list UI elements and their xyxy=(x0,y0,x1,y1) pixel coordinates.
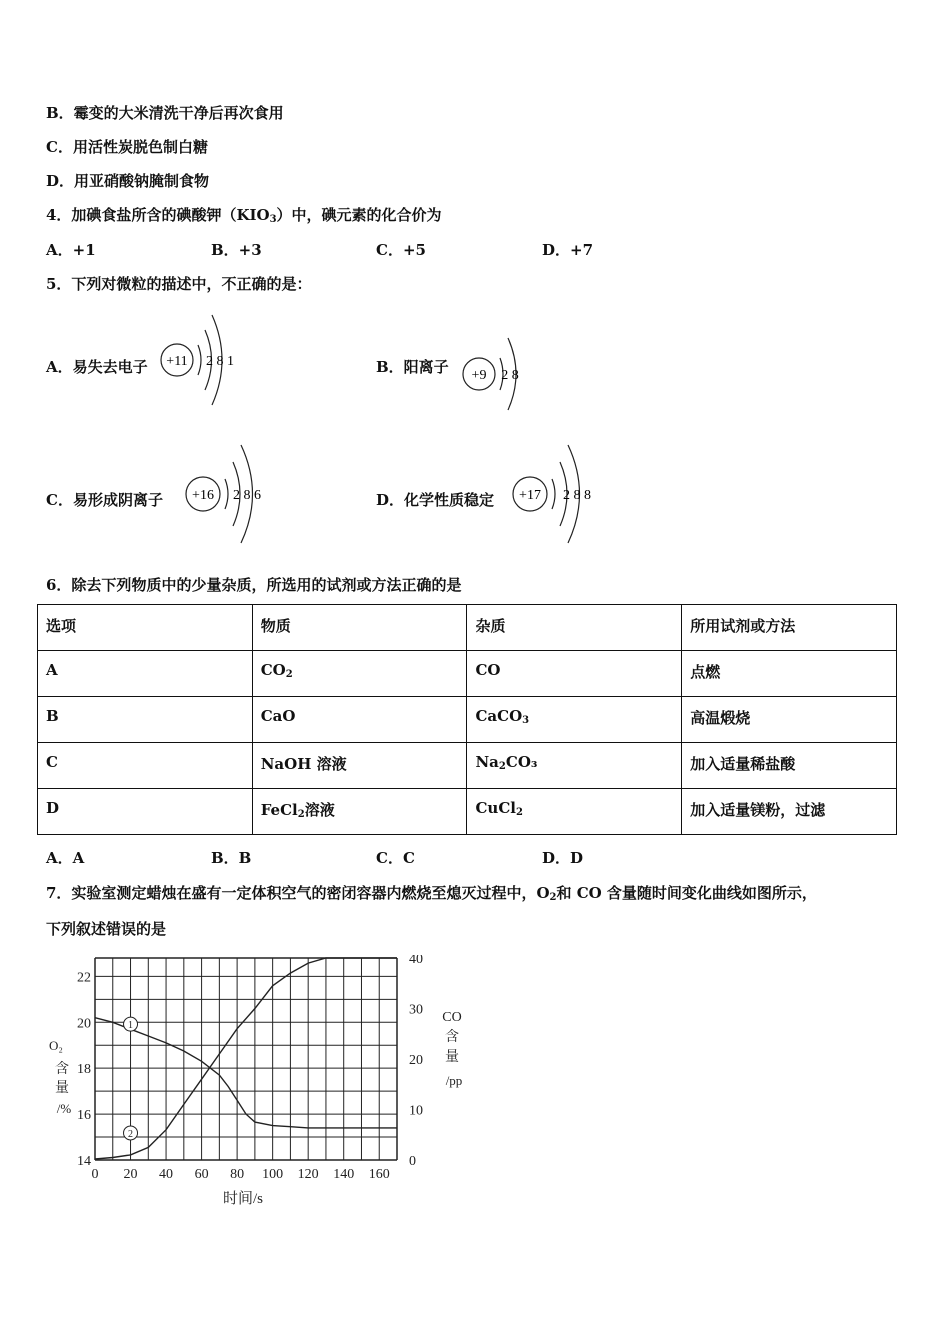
x-tick-label: 120 xyxy=(297,1167,319,1182)
q4-option-d: D．+7 xyxy=(542,241,594,259)
atom-b-nucleus: +9 xyxy=(471,368,487,383)
chart-grid xyxy=(95,958,397,1160)
table-cell-impurity: CaCO$_3$ xyxy=(467,697,682,743)
series-line-2 xyxy=(95,958,397,1159)
q5-option-a-label: A．易失去电子 xyxy=(46,358,148,376)
q7-stem-line2: 下列叙述错误的是 xyxy=(46,920,167,938)
y-right-label-unit: /pp xyxy=(445,1073,463,1088)
y-left-label-o2: O₂ xyxy=(49,1038,63,1053)
q6-option-a: A．A xyxy=(46,849,85,867)
q3-option-c: C．用活性炭脱色制白糖 xyxy=(46,138,208,156)
table-cell-substance: FeCl$_2$溶液 xyxy=(252,789,467,835)
y-right-tick-label: 20 xyxy=(409,1053,423,1068)
x-tick-label: 140 xyxy=(333,1167,355,1182)
atom-d-nucleus: +17 xyxy=(519,488,541,503)
atom-diagram-c xyxy=(184,437,279,556)
y-left-tick-label: 16 xyxy=(77,1108,91,1124)
table-header-cell: 杂质 xyxy=(467,605,682,651)
series-label-2: 2 xyxy=(128,1128,134,1140)
table-cell-option: D xyxy=(38,789,253,835)
x-tick-label: 160 xyxy=(368,1167,390,1182)
atom-a-nucleus: +11 xyxy=(166,354,188,369)
x-tick-label: 60 xyxy=(194,1167,209,1182)
q4-option-a: A．+1 xyxy=(46,241,96,259)
table-cell-substance: $CO_2$ xyxy=(252,651,467,697)
y-right-tick-label: 40 xyxy=(409,955,423,967)
table-cell-impurity: $Na_2CO_3$ xyxy=(467,743,682,789)
table-cell-substance: CaO xyxy=(252,697,467,743)
series-line-1 xyxy=(95,1018,397,1128)
table-header-cell: 所用试剂或方法 xyxy=(682,605,897,651)
atom-b-shells: 2 8 xyxy=(501,368,519,383)
table-row xyxy=(38,789,897,835)
y-right-label-liang: 量 xyxy=(445,1050,459,1065)
y-left-label-liang: 量 xyxy=(55,1081,69,1096)
q4-option-c: C．+5 xyxy=(376,241,426,259)
q3-option-d: D．用亚硝酸钠腌制食物 xyxy=(46,172,210,190)
table-cell-method: 点燃 xyxy=(682,651,897,697)
table-cell-option: C xyxy=(38,743,253,789)
q6-stem: 6．除去下列物质中的少量杂质，所选用的试剂或方法正确的是 xyxy=(46,576,462,594)
table-header-cell: 选项 xyxy=(38,605,253,651)
y-left-tick-label: 14 xyxy=(77,1154,91,1169)
o2-co-chart xyxy=(40,955,480,1219)
atom-diagram-a xyxy=(160,305,250,419)
table-cell-method: 加入适量镁粉，过滤 xyxy=(682,789,897,835)
x-tick-label: 20 xyxy=(123,1167,138,1182)
table-cell-option: A xyxy=(38,651,253,697)
y-left-tick-label: 22 xyxy=(77,970,91,986)
y-left-label-unit: /% xyxy=(56,1101,72,1116)
q6-option-c: C．C xyxy=(376,849,415,867)
y-right-tick-label: 10 xyxy=(409,1103,423,1119)
atom-diagram-d xyxy=(511,437,606,556)
x-tick-label: 0 xyxy=(91,1167,99,1182)
q5-stem: 5．下列对微粒的描述中，不正确的是： xyxy=(46,275,312,293)
y-right-label-co: CO xyxy=(442,1010,462,1025)
q6-option-d: D．D xyxy=(542,849,584,867)
q6-table xyxy=(37,604,897,835)
atom-c-nucleus: +16 xyxy=(192,488,214,503)
table-cell-method: 加入适量稀盐酸 xyxy=(682,743,897,789)
q4-option-b: B．+3 xyxy=(211,241,262,259)
q5-option-b-label: B．阳离子 xyxy=(376,358,449,376)
x-axis-label: 时间/s xyxy=(222,1191,264,1207)
atom-a-shells: 2 8 1 xyxy=(206,354,234,369)
q5-option-d-label: D．化学性质稳定 xyxy=(376,491,495,509)
table-header-row xyxy=(38,605,897,651)
q5-option-c-label: C．易形成阴离子 xyxy=(46,491,163,509)
atom-diagram-b xyxy=(460,318,540,422)
y-right-tick-label: 0 xyxy=(409,1154,416,1169)
x-tick-label: 80 xyxy=(230,1167,245,1182)
y-right-label-han: 含 xyxy=(445,1030,459,1045)
q7-stem-line1: 7．实验室测定蜡烛在盛有一定体积空气的密闭容器内燃烧至熄灭过程中，$O_2$和 CO 含量随时间变化曲线如图所示， xyxy=(46,884,817,903)
x-tick-label: 40 xyxy=(159,1167,174,1182)
table-row xyxy=(38,697,897,743)
table-header-cell: 物质 xyxy=(252,605,467,651)
table-cell-impurity: CuCl$_2$ xyxy=(467,789,682,835)
table-cell-method: 高温煅烧 xyxy=(682,697,897,743)
y-left-tick-label: 20 xyxy=(77,1016,91,1032)
series-label-1: 1 xyxy=(128,1020,134,1032)
q3-option-b: B．霉变的大米清洗干净后再次食用 xyxy=(46,104,284,122)
y-left-tick-label: 18 xyxy=(77,1062,91,1078)
table-row xyxy=(38,651,897,697)
x-tick-label: 100 xyxy=(262,1167,284,1182)
q6-option-b: B．B xyxy=(211,849,252,867)
table-cell-substance: NaOH 溶液 xyxy=(252,743,467,789)
q4-stem: 4．加碘食盐所含的碘酸钾$(KIO_3)$中，碘元素的化合价为 xyxy=(46,206,442,225)
table-cell-impurity: CO xyxy=(467,651,682,697)
atom-d-shells: 2 8 8 xyxy=(563,488,591,503)
table-cell-option: B xyxy=(38,697,253,743)
y-right-tick-label: 30 xyxy=(409,1002,423,1018)
atom-c-shells: 2 8 6 xyxy=(233,488,261,503)
y-left-label-han: 含 xyxy=(55,1062,69,1077)
table-row xyxy=(38,743,897,789)
